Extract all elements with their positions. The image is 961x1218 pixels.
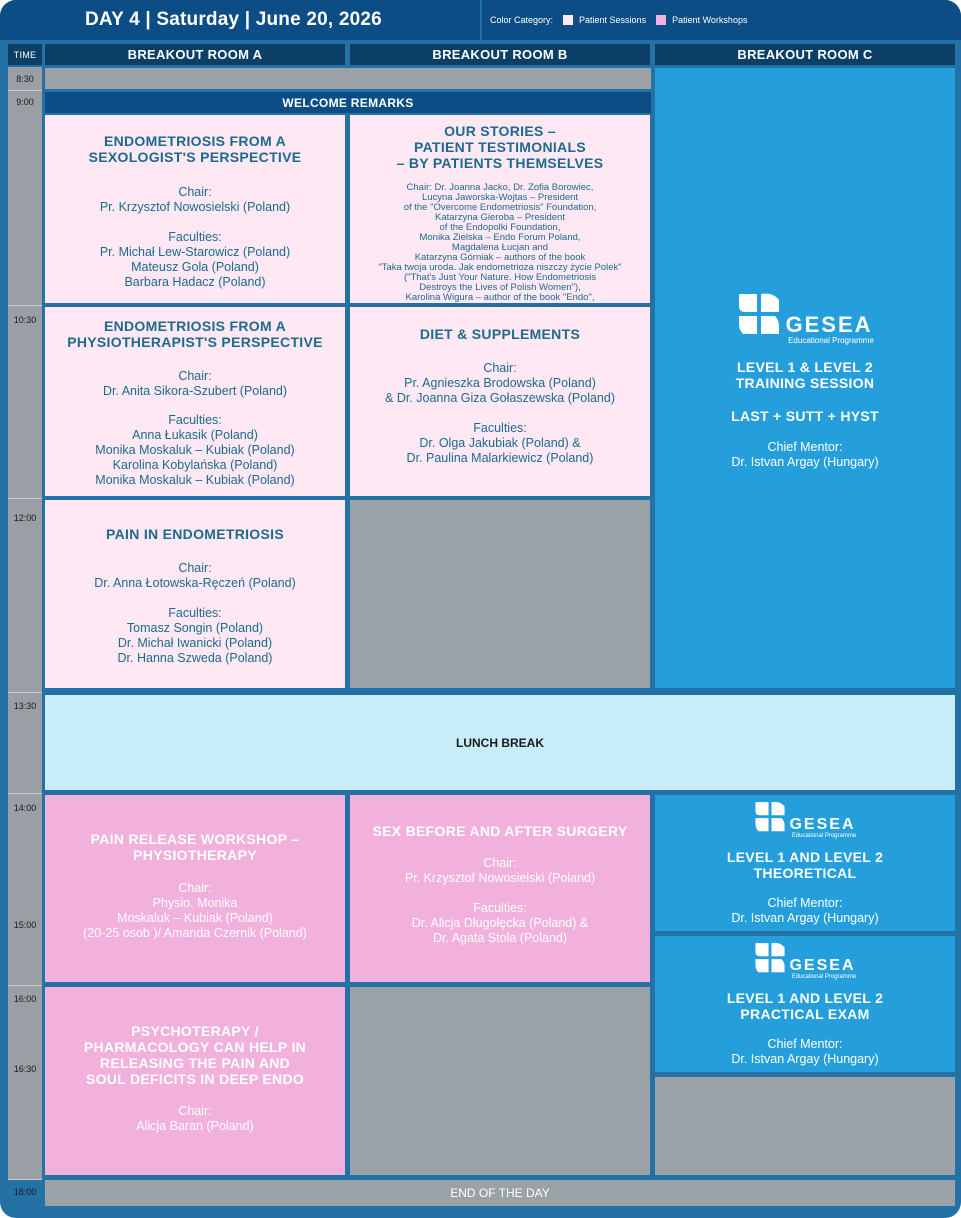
gesea-practical-exam [655, 936, 955, 1072]
session-chair: Chair: Alicja Baran (Poland) [136, 1104, 254, 1133]
gesea-logo [655, 799, 955, 839]
gesea-subtitle: Educational Programme [791, 974, 857, 980]
time-divider [8, 793, 42, 794]
time-divider [8, 692, 42, 693]
lunch-break: LUNCH BREAK [45, 695, 955, 790]
session-our-stories [350, 115, 650, 303]
empty-slot [350, 987, 650, 1175]
column-header-room-a: BREAKOUT ROOM A [45, 44, 345, 65]
session-pain-endometriosis [45, 500, 345, 688]
time-label: 13:30 [13, 701, 37, 711]
session-chair: Chair: Physio. Monika Moskaluk – Kubiak (Poland) (20-25 osob )/ Amanda Czernik (Poland) [83, 881, 307, 940]
session-title: DIET & SUPPLEMENTS [419, 326, 581, 342]
end-of-day-bar: END OF THE DAY [45, 1180, 955, 1206]
gesea-logo [655, 940, 955, 980]
session-faculties: Faculties: Pr. Michał Lew-Starowicz (Poland) Mateusz Gola (Poland) Barbara Hadacz (Poland) [99, 230, 291, 289]
column-header-time: TIME [8, 44, 42, 65]
legend-label: Color Category: [490, 15, 554, 25]
session-faculties: Faculties: Anna Łukasik (Poland) Monika Moskaluk – Kubiak (Poland) Karolina Kobylańska (Poland) Monika Moskaluk – Kubiak (Poland) [95, 413, 295, 487]
gesea-wordmark: GESEA [789, 957, 856, 974]
gesea-wordmark: GESEA [785, 312, 873, 337]
time-label: 9:00 [16, 97, 34, 107]
day-title: DAY 4 | Saturday | June 20, 2026 [0, 0, 480, 40]
session-physiotherapist [45, 307, 345, 496]
time-divider [8, 985, 42, 986]
session-sexologist [45, 115, 345, 303]
session-mentor: Chief Mentor: Dr. Istvan Argay (Hungary) [731, 1037, 879, 1066]
session-title: PAIN IN ENDOMETRIOSIS [106, 526, 284, 542]
empty-slot [350, 500, 650, 688]
gesea-leaf-icon [754, 799, 786, 833]
time-label: 16:30 [13, 1064, 37, 1074]
gesea-leaf-icon [737, 290, 781, 336]
time-divider [8, 305, 42, 306]
time-label: 10:30 [13, 315, 37, 325]
session-title: ENDOMETRIOSIS FROM A SEXOLOGIST'S PERSPECTIVE [88, 133, 302, 165]
time-divider [8, 498, 42, 499]
time-divider [8, 1179, 42, 1180]
session-chair: Chair: Pr. Agnieszka Brodowska (Poland) & Dr. Joanna Giza Gołaszewska (Poland) [385, 361, 615, 405]
time-label: 14:00 [13, 803, 37, 813]
workshop-pain-release [45, 795, 345, 982]
session-subtitle: LAST + SUTT + HYST [731, 408, 879, 424]
session-title: OUR STORIES – PATIENT TESTIMONIALS – BY PATIENTS THEMSELVES [396, 123, 604, 171]
time-label: 16:00 [13, 994, 37, 1004]
gesea-wordmark: GESEA [789, 816, 856, 833]
session-title: SEX BEFORE AND AFTER SURGERY [372, 823, 628, 839]
workshop-psychotherapy [45, 987, 345, 1175]
session-diet-supplements [350, 307, 650, 496]
legend-item-workshops: Patient Workshops [672, 15, 748, 25]
column-header-room-c: BREAKOUT ROOM C [655, 44, 955, 65]
session-chair: Chair: Dr. Anita Sikora-Szubert (Poland) [102, 369, 288, 398]
empty-slot [45, 68, 651, 89]
session-chair: Chair: Dr. Anna Łotowska-Ręczeń (Poland) [94, 561, 296, 590]
gesea-training-session [655, 68, 955, 688]
gesea-subtitle: Educational Programme [791, 833, 857, 839]
time-label: 18:00 [13, 1187, 37, 1197]
session-title: LEVEL 1 AND LEVEL 2 PRACTICAL EXAM [726, 990, 884, 1022]
time-label: 15:00 [13, 920, 37, 930]
session-title: LEVEL 1 & LEVEL 2 TRAINING SESSION [735, 359, 875, 391]
session-title: LEVEL 1 AND LEVEL 2 THEORETICAL [726, 849, 884, 881]
session-title: PSYCHOTERAPY / PHARMACOLOGY CAN HELP IN RELEASING THE PAIN AND SOUL DEFICITS IN DEEP ENDO [83, 1023, 307, 1087]
session-faculties: Faculties: Tomasz Songin (Poland) Dr. Michał Iwanicki (Poland) Dr. Hanna Szweda (Poland) [117, 606, 273, 665]
session-chair: Chair: Pr. Krzysztof Nowosielski (Poland) [404, 856, 596, 885]
session-faculties: Faculties: Dr. Alicja Długołęcka (Poland) & Dr. Agata Stola (Poland) [411, 901, 589, 945]
column-header-room-b: BREAKOUT ROOM B [350, 44, 650, 65]
legend-swatch-sessions [563, 15, 573, 25]
workshop-sex-surgery [350, 795, 650, 982]
session-title: ENDOMETRIOSIS FROM A PHYSIOTHERAPIST'S PERSPECTIVE [67, 318, 323, 350]
session-participants: Chair: Dr. Joanna Jacko, Dr. Zofia Borowiec, Lucyna Jaworska-Wojtas – President of the "Overcome Endometriosis" Foundation, Katarzyna Gieroba – President of the Endopolki Foundation, Monika Zielska – Endo Forum Poland, Magdalena Łucjan and Katarzyna Górniak – authors of the book "Taka twoja uroda. Jak endometrioza niszczy życie Polek" ("That's Just Your Nature. How Endometriosis Destroys the Lives of Polish Women"), Karolina Wigura – author of the book "Endo", [378, 182, 622, 303]
gesea-theoretical [655, 795, 955, 931]
legend-swatch-workshops [656, 15, 666, 25]
gesea-leaf-icon [754, 940, 786, 974]
time-divider [8, 90, 42, 91]
time-column [8, 67, 42, 1180]
session-mentor: Chief Mentor: Dr. Istvan Argay (Hungary) [731, 440, 879, 469]
gesea-subtitle: Educational Programme [788, 336, 874, 345]
time-label: 8:30 [16, 74, 34, 84]
session-title: PAIN RELEASE WORKSHOP – PHYSIOTHERAPY [90, 831, 300, 863]
color-legend [482, 0, 961, 40]
welcome-remarks-bar: WELCOME REMARKS [45, 92, 651, 113]
session-faculties: Faculties: Dr. Olga Jakubiak (Poland) & Dr. Paulina Malarkiewicz (Poland) [406, 421, 594, 465]
empty-slot [655, 1077, 955, 1175]
gesea-logo [655, 290, 955, 345]
session-mentor: Chief Mentor: Dr. Istvan Argay (Hungary) [731, 896, 879, 925]
session-chair: Chair: Pr. Krzysztof Nowosielski (Poland) [99, 185, 291, 214]
time-label: 12:00 [13, 513, 37, 523]
legend-item-sessions: Patient Sessions [579, 15, 647, 25]
